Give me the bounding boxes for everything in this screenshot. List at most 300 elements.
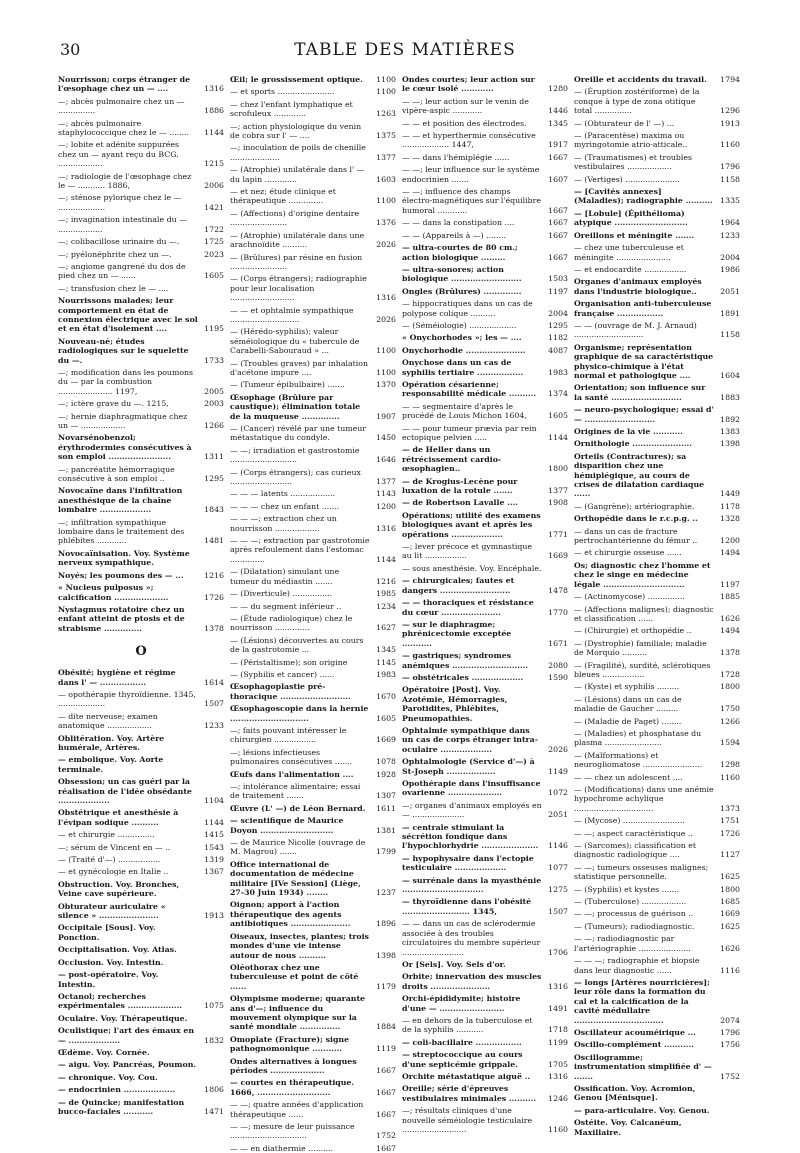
index-entry — [58, 215, 224, 234]
entry-page-number: 1507 — [204, 699, 224, 709]
entry-text: —; sténose pylorique chez le — ................... — [58, 193, 182, 212]
entry-page-number: 1722 — [204, 224, 224, 234]
entry-text: Novocaïnisation. Voy. Système nerveux sympathique. — [58, 548, 190, 568]
index-entry — [402, 511, 568, 539]
entry-text: —; invagination intestinale du — .................. — [58, 215, 187, 234]
entry-page-number: 1885 — [720, 592, 740, 602]
index-entry — [402, 243, 568, 262]
entry-page-number: 1100 — [376, 75, 396, 84]
index-entry — [402, 1016, 568, 1035]
entry-page-number: 1667 — [548, 218, 568, 228]
entry-page-number: 1796 — [720, 162, 740, 172]
entry-page-number: 1144 — [204, 817, 224, 827]
entry-page-number: 1983 — [376, 669, 396, 679]
entry-text: —; action physiologique du venin de cobra sur l' — .... — [230, 121, 362, 141]
index-entry — [58, 808, 224, 827]
index-entry — [402, 564, 568, 573]
entry-page-number: 1896 — [376, 919, 396, 929]
index-entry — [574, 695, 740, 714]
entry-page-number: 1266 — [204, 421, 224, 430]
entry-page-number: 1199 — [548, 1037, 568, 1047]
entry-page-number: 1671 — [548, 638, 568, 648]
index-entry — [230, 726, 396, 745]
index-entry — [574, 729, 740, 748]
entry-text: Nourrisson; corps étranger de l'œsophage chez un — .... — [58, 75, 191, 94]
entry-text: — (Kyste) et syphilis ......... — [574, 682, 680, 692]
entry-text: — centrale stimulant la sécrétion fondique dans l'hypochlorhydrie ..................... — [402, 822, 539, 851]
entry-text: Oscillateur acouméirique ... — [574, 1027, 696, 1037]
entry-page-number: 1449 — [720, 489, 740, 499]
entry-text: — ultra-sonores; action biologique .......................... — [402, 264, 522, 284]
entry-page-number: 1481 — [204, 536, 224, 546]
index-entry — [58, 433, 224, 461]
index-entry — [402, 321, 568, 330]
index-entry — [58, 690, 224, 709]
entry-page-number: 1179 — [376, 981, 396, 991]
entry-page-number: 1311 — [204, 452, 224, 462]
entry-page-number: 1377 — [548, 486, 568, 496]
entry-page-number: 1594 — [720, 738, 740, 748]
index-entry — [230, 567, 396, 586]
entry-text: Octanol; recherches expérimentales .................... — [58, 991, 182, 1011]
entry-page-number: 1726 — [204, 592, 224, 602]
entry-text: — (Dystrophie) familiale; maladie de Morquio .......... — [574, 638, 707, 658]
index-entry — [402, 75, 568, 94]
entry-page-number: 1800 — [548, 464, 568, 474]
index-entry — [230, 860, 396, 898]
entry-text: — endocrinien ................... — [58, 1085, 176, 1095]
entry-page-number: 1104 — [204, 796, 224, 805]
entry-page-number: 1100 — [376, 87, 396, 97]
index-entry — [230, 589, 396, 598]
entry-text: Organisme; représentation graphique de sa caractéristique physico-chimique à l'état normal et pathologique .... — [574, 342, 714, 380]
entry-text: Novocaïne dans l'infiltration anesthésique de la chaîne lombaire ................... — [58, 486, 183, 515]
index-entry — [58, 712, 224, 731]
entry-page-number: 2026 — [376, 314, 396, 324]
entry-text: — (Corps étrangers); cas curieux ......................... — [230, 467, 361, 487]
entry-page-number: 1316 — [548, 981, 568, 991]
entry-text: —; sérum de Vincent en — .. — [58, 842, 171, 852]
entry-text: Nourrissons malades; leur comportement en état de connexion électrique avec le sol et en état d'isolement .... — [58, 296, 198, 334]
index-entry — [402, 165, 568, 184]
entry-text: — sur le diaphragme; phrénicectomie exceptée ........... — [402, 619, 512, 648]
entry-text: — (Mycose) ......................... — [574, 816, 685, 826]
index-entry — [574, 439, 740, 448]
entry-page-number: 1233 — [720, 230, 740, 240]
entry-text: — (Dilatation) simulant une tumeur du médiastin ....... — [230, 567, 340, 586]
entry-page-number: 1725 — [204, 237, 224, 247]
index-entry — [574, 626, 740, 635]
entry-page-number: 1197 — [720, 579, 740, 589]
index-entry — [402, 685, 568, 723]
entry-page-number: 1886 — [204, 106, 224, 116]
entry-text: Œuvre (L' —) de Léon Bernard. — [230, 803, 366, 813]
index-entry — [58, 399, 224, 408]
index-entry — [58, 296, 224, 334]
index-entry — [574, 909, 740, 918]
entry-text: — — et hyperthermie consécutive ................... 1447, — [402, 131, 536, 150]
entry-page-number: 1667 — [376, 1087, 396, 1097]
entry-text: — neuro-psychologique; essai d' — .......................... — [574, 405, 714, 424]
entry-page-number: 1335 — [720, 196, 740, 206]
index-entry — [402, 380, 568, 399]
entry-text: Orbite; innervation des muscles droits ...................... — [402, 972, 542, 991]
entry-page-number: 1116 — [720, 965, 740, 975]
entry-page-number: 1667 — [548, 152, 568, 162]
index-entry — [402, 960, 568, 969]
entry-text: — (Atrophie) unilatérale dans l' — du lapin ............. — [230, 165, 365, 184]
entry-page-number: 1233 — [204, 721, 224, 731]
index-entry — [230, 636, 396, 655]
entry-page-number: 1884 — [376, 1022, 396, 1032]
index-entry — [574, 561, 740, 589]
entry-text: —; infiltration sympathique lombaire dans le traitement des phlébites ............ — [58, 517, 185, 546]
entry-page-number: 1685 — [720, 897, 740, 907]
entry-page-number: 1907 — [376, 411, 396, 421]
entry-text: —; inoculation de poils de chenille .................... — [230, 143, 366, 162]
entry-page-number: 1770 — [548, 607, 568, 617]
entry-page-number: 1075 — [204, 1001, 224, 1011]
index-entry — [58, 1098, 224, 1117]
entry-text: — —; leur influence sur le système endocrinien ....... — [402, 165, 540, 184]
entry-text: — coli-bacillaire ................. — [402, 1037, 522, 1047]
entry-page-number: 1614 — [204, 677, 224, 687]
entry-page-number: 1669 — [720, 909, 740, 919]
entry-text: —; faits pouvant intéresser le chirurgien ................. — [230, 725, 347, 745]
index-entry — [402, 402, 568, 421]
entry-page-number: 2080 — [548, 660, 568, 670]
entry-page-number: 1234 — [376, 601, 396, 611]
entry-text: — courtes en thérapeutique. 1666, ........................... — [230, 1078, 355, 1097]
entry-page-number: 1237 — [376, 888, 396, 898]
index-entry — [402, 576, 568, 595]
index-entry — [574, 243, 740, 262]
entry-page-number: 1295 — [548, 320, 568, 330]
entry-text: « Nucleus pulposus »; calcification .................... — [58, 583, 169, 602]
entry-text: — —; leur action sur le venin de vipère-aspic ............ — [402, 96, 529, 116]
index-entry — [574, 343, 740, 381]
entry-text: — (Lésions) découvertes au cours de la gastrotomie ... — [230, 635, 364, 655]
index-entry — [574, 816, 740, 825]
index-entry — [574, 934, 740, 953]
index-entry — [230, 1078, 396, 1097]
index-entry — [230, 782, 396, 801]
index-entry — [402, 424, 568, 443]
index-entry — [574, 885, 740, 894]
entry-page-number: 1077 — [548, 863, 568, 873]
entry-text: Oculistique; l'art des émaux en — ................... — [58, 1026, 195, 1045]
index-entry — [574, 829, 740, 838]
entry-page-number: 1718 — [548, 1025, 568, 1035]
entry-text: Œil; le grossissement optique. — [230, 75, 363, 84]
index-entry — [230, 804, 396, 813]
entry-text: Occipitalisation. Voy. Atlas. — [58, 945, 177, 955]
index-entry — [58, 262, 224, 281]
index-entry — [574, 1040, 740, 1049]
index-entry — [574, 231, 740, 240]
index-entry — [230, 614, 396, 633]
entry-text: Ophtalmie sympathique dans un cas de corps étranger intra-oculaire ................... — [402, 725, 538, 754]
entry-text: Ondes courtes; leur action sur le cœur isolé ............ — [402, 75, 535, 94]
entry-text: Orthopédie dans le r.c.p.g. .. — [574, 514, 698, 524]
index-column-2 — [230, 75, 396, 1153]
entry-page-number: 1295 — [204, 474, 224, 484]
entry-page-number: 1127 — [720, 850, 740, 860]
entry-text: — (Syphilis) et kystes ....... — [574, 884, 680, 894]
index-entry — [574, 682, 740, 691]
entry-page-number: 1316 — [376, 523, 396, 533]
entry-page-number: 1100 — [376, 196, 396, 206]
entry-text: —; lever précoce et gymnastique au lit ................. — [402, 542, 533, 561]
entry-page-number: 1891 — [720, 308, 740, 318]
entry-text: — — — chez un enfant ....... — [230, 501, 340, 511]
entry-text: — (Maladies) et phosphatase du plasma ....................... — [574, 728, 702, 748]
index-entry — [58, 486, 224, 514]
entry-page-number: 2004 — [720, 252, 740, 262]
entry-page-number: 1296 — [720, 106, 740, 116]
index-entry — [230, 468, 396, 487]
index-entry — [58, 1085, 224, 1094]
entry-page-number: 1667 — [548, 252, 568, 262]
entry-page-number: 1178 — [720, 501, 740, 511]
entry-page-number: 1478 — [548, 585, 568, 595]
index-entry — [402, 620, 568, 648]
index-entry — [574, 773, 740, 782]
entry-page-number: 1375 — [376, 131, 396, 141]
entry-text: Orchite métastatique aiguë .. — [402, 1071, 531, 1081]
entry-text: — (Affections malignes); diagnostic et classification ...... — [574, 604, 714, 623]
entry-text: —; pyélonéphrite chez un —. — [58, 249, 172, 259]
index-column-3 — [402, 75, 568, 1134]
index-entry — [402, 498, 568, 507]
index-entry — [230, 514, 396, 533]
index-entry — [58, 284, 224, 293]
entry-text: Oculaire. Voy. Thérapeutique. — [58, 1013, 188, 1023]
entry-text: — — et position des électrodes. — [402, 118, 527, 128]
page-number: 30 — [60, 40, 81, 59]
entry-page-number: 1667 — [548, 205, 568, 215]
index-entry — [402, 651, 568, 670]
entry-page-number: 2026 — [548, 744, 568, 754]
entry-page-number: 1144 — [548, 433, 568, 442]
index-entry — [402, 801, 568, 820]
entry-text: —; radiologie de l'œsophage chez le — ........... 1886, — [58, 171, 192, 191]
entry-text: Nouveau-né; études radiologiques sur le squelette du —. — [58, 336, 189, 365]
index-entry — [402, 972, 568, 991]
entry-text: — [Lobule] (Épithélioma) atypique ........................... — [574, 208, 688, 228]
entry-text: — — segmentaire d'après le procédé de Louis Michon 1604, — [402, 401, 527, 421]
entry-text: Obstétrique et anesthésie à l'évipan sodique .......... — [58, 808, 179, 827]
entry-page-number: 1913 — [204, 911, 224, 921]
entry-text: — —; irradiation et gastrostomie ........................... — [230, 445, 360, 465]
index-entry — [58, 1048, 224, 1057]
index-entry — [230, 900, 396, 928]
entry-text: Obturateur auriculaire « silence » ...................... — [58, 901, 166, 921]
entry-page-number: 1771 — [548, 529, 568, 539]
index-entry — [230, 1035, 396, 1054]
index-entry — [230, 274, 396, 302]
index-entry — [402, 346, 568, 355]
entry-text: Obésité; hygiène et régime dans l' — ................. — [58, 668, 176, 687]
entry-page-number: 1144 — [204, 128, 224, 138]
index-entry — [402, 287, 568, 296]
entry-page-number: 1182 — [548, 333, 568, 343]
entry-page-number: 1149 — [548, 766, 568, 776]
entry-text: — streptococcique au cours d'une septicémie grippale. — [402, 1050, 523, 1069]
index-entry — [58, 1060, 224, 1069]
entry-page-number: 1377 — [376, 152, 396, 162]
index-entry — [402, 757, 568, 776]
entry-text: — chronique. Voy. Cou. — [58, 1072, 158, 1082]
entry-text: — — dans un cas de sclérodermie associée à des troubles circulatoires du membre supérieur ......................... — [402, 919, 541, 957]
entry-page-number: 1705 — [548, 1059, 568, 1069]
index-entry — [230, 424, 396, 443]
entry-text: — et chirurgie osseuse ...... — [574, 548, 682, 558]
entry-text: —; ictère grave du —. 1215, — [58, 399, 169, 409]
index-entry — [230, 770, 396, 779]
entry-page-number: 1503 — [548, 274, 568, 284]
index-entry — [230, 682, 396, 701]
index-entry — [58, 734, 224, 753]
entry-page-number: 1373 — [720, 803, 740, 813]
entry-page-number: 1376 — [376, 218, 396, 228]
entry-page-number: 1491 — [548, 1003, 568, 1013]
index-entry — [402, 358, 568, 377]
index-entry — [230, 359, 396, 378]
index-entry — [58, 830, 224, 839]
entry-text: Occipitale [Sous]. Voy. Ponction. — [58, 923, 156, 942]
entry-text: —; abcès pulmonaire staphylococcique chez le — ........ — [58, 118, 190, 138]
index-entry — [230, 963, 396, 991]
entry-page-number: 1917 — [548, 140, 568, 150]
entry-text: — (Traité d'—) ................. — [58, 855, 161, 865]
entry-page-number: 1266 — [720, 716, 740, 726]
entry-text: — de Maurice Nicolle (ouvrage de M. Magrou) ....... — [230, 838, 366, 857]
entry-text: — — et ophtalmie sympathique ............................ — [230, 305, 354, 324]
entry-text: — (Lésions) dans un cas de maladie de Gaucher ......... — [574, 694, 682, 714]
entry-text: — (Tuberculose) .................. — [574, 897, 687, 907]
index-entry — [58, 843, 224, 852]
index-entry — [402, 477, 568, 496]
entry-text: Oscillo-complément ........... — [574, 1040, 694, 1050]
index-entry — [574, 1053, 740, 1081]
entry-text: — hippocratiques dans un cas de polypose colique .......... — [402, 299, 533, 318]
entry-page-number: 4087 — [548, 345, 568, 355]
index-entry — [230, 75, 396, 84]
entry-text: — sous anesthésie. Voy. Encéphale. — [402, 563, 542, 573]
index-entry — [58, 583, 224, 602]
entry-page-number: 1158 — [720, 330, 740, 340]
entry-page-number: 1160 — [720, 140, 740, 150]
entry-text: Oiseaux, insectes, plantes; trois mondes d'une vie intense autour de nous .......... — [230, 931, 369, 960]
entry-page-number: 2006 — [204, 181, 224, 191]
entry-text: Oreille; série d'épreuves vestibulaires minimales .......... — [402, 1084, 537, 1103]
index-column-4 — [574, 75, 740, 1137]
index-entry — [230, 100, 396, 119]
index-entry — [574, 321, 740, 340]
entry-page-number: 1794 — [720, 75, 740, 84]
index-column-1 — [58, 75, 224, 1116]
index-entry — [230, 704, 396, 723]
index-entry — [402, 779, 568, 798]
entry-text: Onychose dans un cas de syphilis tertiaire ................. — [402, 358, 524, 377]
entry-page-number: 1421 — [204, 202, 224, 212]
index-entry — [574, 1106, 740, 1115]
index-entry — [574, 299, 740, 318]
index-entry — [574, 751, 740, 770]
entry-page-number: 1316 — [548, 1071, 568, 1081]
index-entry — [574, 209, 740, 228]
index-entry — [574, 452, 740, 499]
entry-page-number: 1316 — [204, 84, 224, 94]
entry-text: Orientation; son influence sur la santé .......................... — [574, 383, 706, 402]
entry-page-number: 1471 — [204, 1106, 224, 1116]
entry-text: — chez l'enfant lymphatique et scrofuleux ............. — [230, 99, 353, 119]
entry-page-number: 1605 — [204, 271, 224, 281]
entry-page-number: 1796 — [720, 1027, 740, 1037]
entry-page-number: 1398 — [376, 950, 396, 960]
index-entry — [574, 175, 740, 184]
index-entry — [574, 187, 740, 206]
entry-text: —; transfusion chez le — .... — [58, 283, 169, 293]
index-entry — [230, 602, 396, 611]
entry-text: — (Gangrène); artériographie. — [574, 501, 695, 511]
index-entry — [58, 970, 224, 989]
entry-page-number: 1415 — [204, 830, 224, 840]
entry-page-number: 1200 — [720, 536, 740, 546]
entry-page-number: 1100 — [376, 367, 396, 377]
index-entry — [58, 412, 224, 431]
index-entry — [58, 958, 224, 967]
index-entry — [58, 1073, 224, 1082]
index-entry — [58, 755, 224, 774]
entry-text: — — —; extraction chez un nourrisson .................. — [230, 514, 337, 533]
entry-text: —; abcès pulmonaire chez un — ............... — [58, 96, 185, 116]
entry-page-number: 1605 — [548, 411, 568, 421]
entry-text: — obstétricales ................... — [402, 672, 524, 682]
entry-text: — dans un cas de fracture pertrochantérienne du fémur .. — [574, 526, 698, 546]
entry-text: — (Actinomycose) ............... — [574, 592, 685, 602]
entry-text: Oreille et accidents du travail. — [574, 75, 707, 84]
index-entry — [58, 368, 224, 396]
entry-page-number: 1843 — [204, 505, 224, 515]
index-entry — [574, 265, 740, 274]
index-entry — [574, 527, 740, 546]
entry-text: — (Troubles graves) par inhalation d'acétone impure .... — [230, 358, 368, 377]
page-header — [60, 40, 750, 62]
entry-text: — (Hérédo-syphilis); valeur séméiologique du « tubercule de Carabelli-Sabouraud » ... — [230, 327, 360, 356]
index-entry — [230, 1144, 396, 1153]
entry-text: Oléothorax chez une tuberculeuse et point de côté ...... — [230, 962, 359, 991]
entry-text: — (Corps étrangers); radiographie pour leur localisation .......................... — [230, 274, 367, 303]
entry-page-number: 1383 — [720, 427, 740, 436]
entry-page-number: 1670 — [376, 691, 396, 701]
index-entry — [574, 119, 740, 128]
index-entry — [230, 838, 396, 857]
entry-text: Oscillogramme; instrumentation simplifiée d' — ....... — [574, 1052, 712, 1081]
entry-text: — de Robertson Lavalle .... — [402, 498, 518, 508]
entry-page-number: 1160 — [720, 772, 740, 782]
entry-text: — (Sarcomes); classification et diagnostic radiologique .... — [574, 841, 697, 860]
index-entry — [230, 393, 396, 421]
entry-text: — et sports ....................... — [230, 87, 335, 97]
index-entry — [402, 1072, 568, 1081]
entry-page-number: 1494 — [720, 626, 740, 636]
index-entry — [58, 518, 224, 546]
entry-page-number: 1246 — [548, 1093, 568, 1103]
entry-page-number: 1800 — [720, 682, 740, 692]
entry-page-number: 1728 — [720, 669, 740, 679]
